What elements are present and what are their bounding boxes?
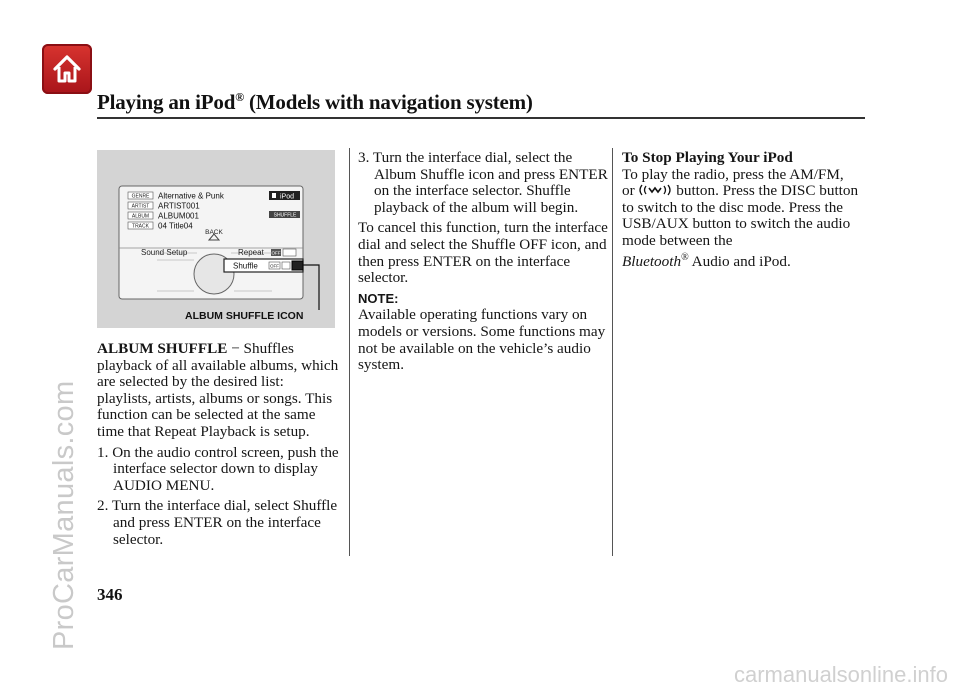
stop-heading: To Stop Playing Your iPod: [622, 149, 793, 166]
column-divider-1: [349, 148, 350, 556]
audio-screen-illustration: [97, 150, 335, 328]
album-shuffle-icon: [292, 261, 303, 270]
home-button[interactable]: [42, 44, 92, 94]
side-watermark: ProCarManuals.com: [48, 380, 80, 650]
tag-track: TRACK: [132, 223, 149, 230]
value-track: 04 Title04: [158, 221, 193, 231]
title-divider: [97, 117, 865, 119]
svg-text:OFF: OFF: [270, 263, 279, 269]
figure-caption: ALBUM SHUFFLE ICON: [185, 310, 304, 322]
step-1: 1. On the audio control screen, push the interface selector down to display AUDIO MENU.: [97, 443, 339, 494]
callout-line: [303, 265, 319, 310]
svg-text:OFF: OFF: [271, 250, 281, 256]
menu-sound-setup: Sound Setup: [141, 248, 188, 257]
ipod-screen-figure: [97, 150, 335, 328]
step-3: 3. Turn the interface dial, select the Album Shuffle icon and press ENTER on the interface selector. Shuffle playback of the album will begin.: [358, 149, 608, 216]
xm-satellite-icon: [638, 184, 672, 196]
home-icon: [50, 52, 84, 86]
shuffle-badge: SHUFFLE: [273, 212, 297, 219]
album-shuffle-paragraph: ALBUM SHUFFLE − Shuffles playback of all available albums, which are selected by the desired list: playlists, artists, albums or songs. This function can be selected at the same time that Repeat Playback is setup.: [97, 340, 339, 440]
value-album: ALBUM001: [158, 211, 199, 221]
stop-paragraph: To play the radio, press the AM/FM, or button. Press the DISC button to switch to the disc mode. Press the USB/AUX button to switch the audio mode between the Bluetooth® Audio and iPod.: [622, 165, 859, 270]
menu-shuffle: Shuffle: [233, 261, 258, 271]
tag-artist: ARTIST: [131, 203, 150, 210]
column-3: [622, 150, 872, 274]
ipod-badge: iPod: [280, 193, 295, 201]
step-2: 2. Turn the interface dial, select Shuffle and press ENTER on the interface selector.: [97, 497, 338, 548]
column-2: [358, 150, 608, 378]
cancel-paragraph: To cancel this function, turn the interface dial and select the Shuffle OFF icon, and then press ENTER on the interface selector.: [358, 219, 608, 287]
column-1: [97, 341, 342, 552]
value-genre: Alternative & Punk: [158, 191, 224, 201]
page-title: Playing an iPod® (Models with navigation system): [97, 90, 533, 114]
tag-genre: GENRE: [131, 193, 150, 200]
tag-album: ALBUM: [131, 213, 150, 220]
page-number: 346: [97, 585, 123, 604]
note: NOTE: Available operating functions vary on models or versions. Some functions may not be available on the vehicle’s audio system.: [358, 290, 606, 374]
back-label: BACK: [205, 229, 223, 236]
bottom-watermark: carmanualsonline.info: [733, 662, 948, 687]
menu-repeat: Repeat: [238, 248, 264, 257]
value-artist: ARTIST001: [158, 201, 200, 211]
column-divider-2: [612, 148, 613, 556]
